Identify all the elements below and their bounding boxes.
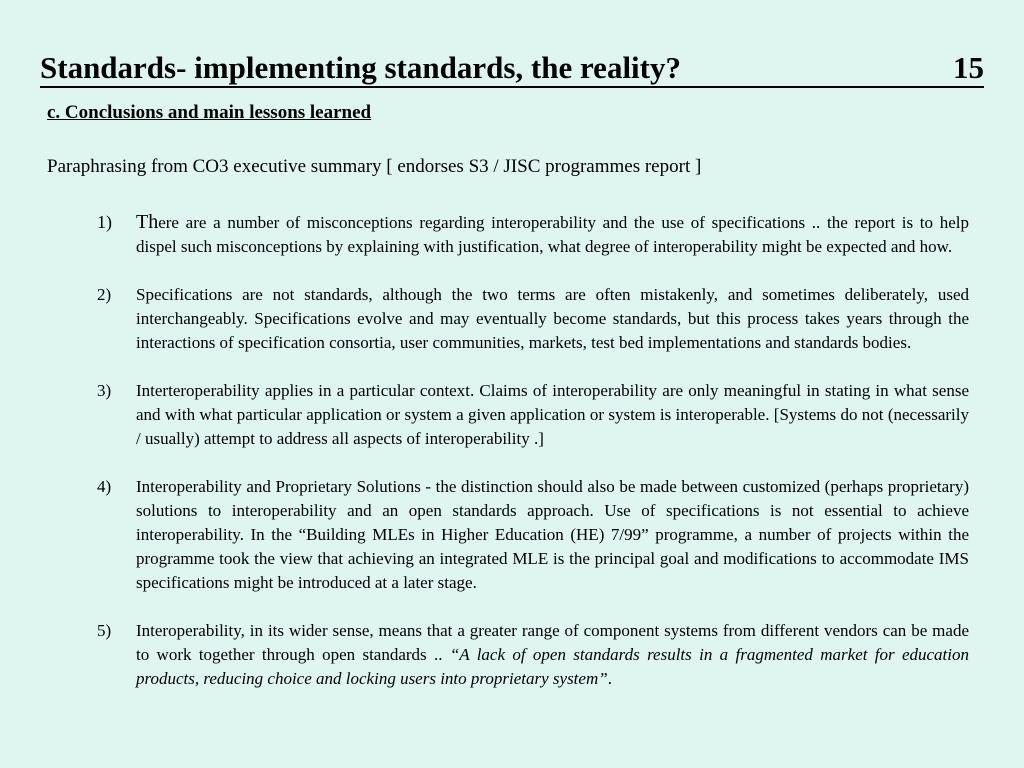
list-text-body: ere are a number of misconceptions regarding interoperability and the use of specifications .. the report is to help dispel such misconceptions by explaining with justification, what degree of interoperability might be expected and how. [136,213,969,256]
quote-end: . [607,669,612,688]
page-number: 15 [953,50,984,85]
lead-letters: Th [136,211,159,233]
list-item [97,619,969,691]
list-item [97,210,969,259]
intro-text: Paraphrasing from CO3 executive summary [ endorses S3 / JISC programmes report ] [47,156,702,177]
slide-title: Standards- implementing standards, the reality? [40,50,681,85]
section-subtitle: c. Conclusions and main lessons learned [47,102,372,123]
list-number: 1) [97,212,112,232]
list-number: 5) [97,621,112,640]
list-text-body: Interoperability, in its wider sense, means that a greater range of component systems from different vendors can be made to work together through open standards .. [136,621,969,664]
list-item [97,379,969,451]
list-text: Specifications are not standards, although the two terms are often mistakenly, and sometimes deliberately, used interchangeably. Specifications evolve and may eventually become standards, but this process takes years through the interactions of specification consortia, user communities, markets, test bed implementations and standards bodies. [136,285,969,352]
list-number: 4) [97,477,112,496]
list-text [136,210,969,259]
list-item [97,283,969,355]
list-text: Interoperability and Proprietary Solutions - the distinction should also be made between customized (perhaps proprietary) solutions to interoperability and an open standards approach. Use of specifications is not essential to achieve interoperability. In the “Building MLEs in Higher Education (HE) 7/99” programme, a number of projects within the programme took the view that achieving an integrated MLE is the principal goal and modifications to accommodate IMS specifications might be introduced at a later stage. [136,477,969,592]
list-text [136,619,969,691]
slide-title-bar [40,50,984,88]
list-text: Interteroperability applies in a particular context. Claims of interoperability are only meaningful in stating in what sense and with what particular application or system a given application or system is interoperable. [Systems do not (necessarily / usually) attempt to address all aspects of interoperability .] [136,381,969,448]
list-item [97,475,969,595]
conclusions-list [97,210,969,715]
list-number: 3) [97,381,112,400]
quote-text: “A lack of open standards results in a fragmented market for education products, reducing choice and locking users into proprietary system” [136,645,970,688]
list-number: 2) [97,285,112,304]
